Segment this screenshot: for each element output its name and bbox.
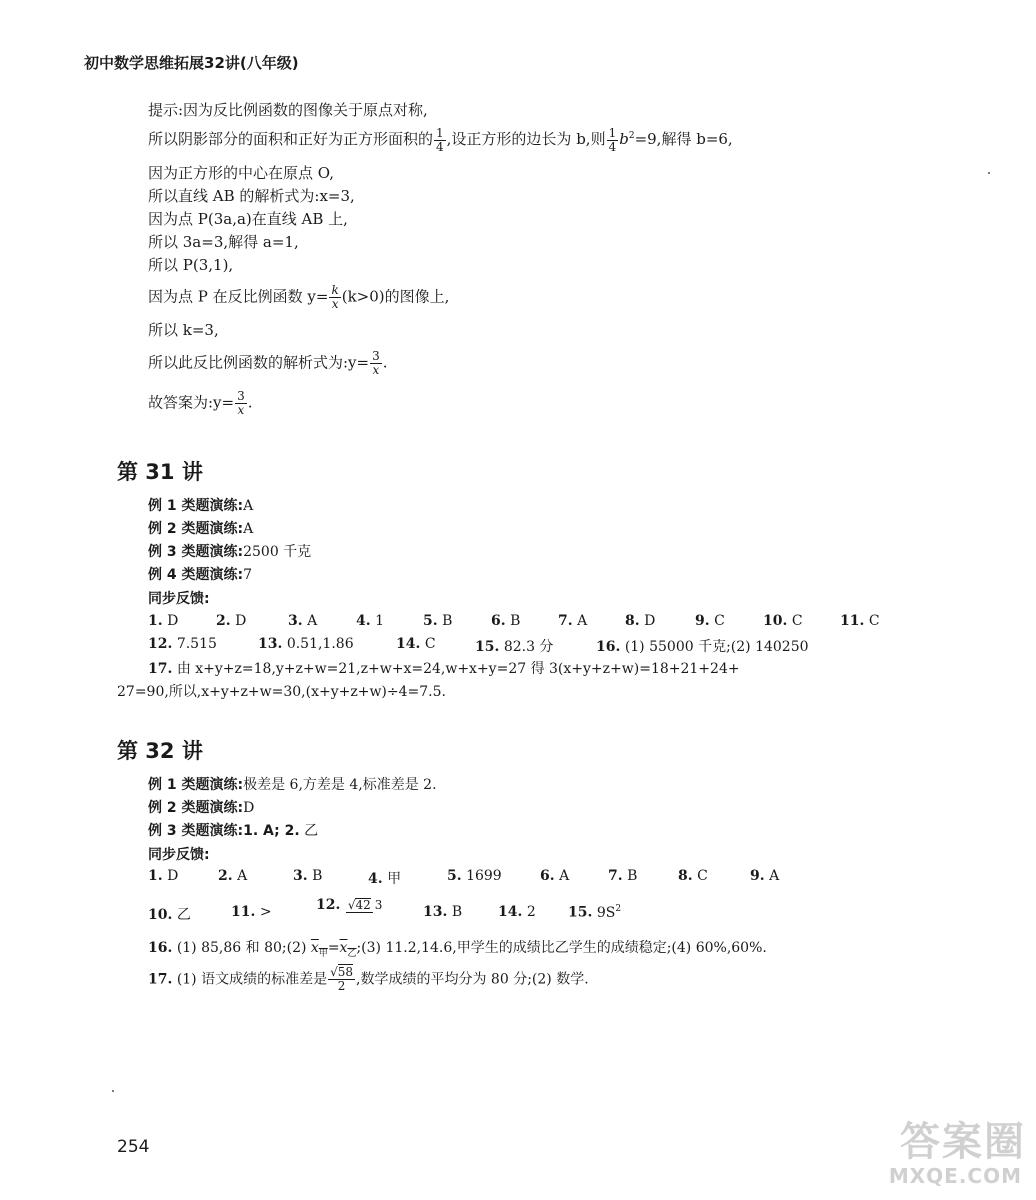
answer-item: 15. 82.3 分 <box>475 639 554 655</box>
scan-speck <box>988 172 990 174</box>
scan-speck <box>112 1090 114 1092</box>
answer-item: 13. 0.51,1.86 <box>258 636 354 652</box>
answer-item: 9. A <box>750 868 780 884</box>
answer-item: 8. D <box>625 613 656 629</box>
answer-item: 14. C <box>396 636 436 652</box>
hint-line-2: 所以阴影部分的面积和正好为正方形面积的 $\frac{1}{4}$ ,设正方形的边长为 b,则 $\frac{1}{4}$ $b^2=9$,解得 b=6, <box>148 125 733 154</box>
hint-line-4: 所以直线 AB 的解析式为:x=3, <box>148 187 355 205</box>
lecture-31-q17-line-1: 17. 由 x+y+z=18,y+z+w=21,z+w+x=24,w+x+y=27 得 3(x+y+z+w)=18+21+24+ <box>148 661 740 677</box>
answer-item: 3. B <box>293 868 323 884</box>
answer-item: 14. 2 <box>498 904 536 920</box>
fraction: $\frac{1}{4}$ <box>436 125 444 154</box>
hint-line-9: 所以 k=3, <box>148 321 219 339</box>
hint-line-3: 因为正方形的中心在原点 O, <box>148 164 334 182</box>
lecture-32-feedback-label: 同步反馈: <box>148 847 210 863</box>
hint-line-1: 提示:因为反比例函数的图像关于原点对称, <box>148 101 428 119</box>
answer-item: 15. $9S^2$ <box>568 904 622 921</box>
answer-item: 4. 1 <box>356 613 384 629</box>
answer-item: 6. B <box>491 613 521 629</box>
lecture-32-q17: 17. (1) 语文成绩的标准差是 $\frac{√58}{2}$ ,数学成绩的平均分为 80 分;(2) 数学. <box>148 965 589 993</box>
answer-item: 5. 1699 <box>447 868 502 884</box>
lecture-32-ex1: 例 1 类题演练:极差是 6,方差是 4,标准差是 2. <box>148 777 437 793</box>
lecture-31-title: 第 31 讲 <box>117 460 203 484</box>
lecture-31-ex2: 例 2 类题演练:A <box>148 521 254 537</box>
hint-line-11: 故答案为:y= $\frac{3}{x}$ . <box>148 389 253 417</box>
hint-line-6: 所以 3a=3,解得 a=1, <box>148 233 299 251</box>
fraction: $\frac{3}{x}$ <box>237 389 245 417</box>
fraction: $\frac{1}{4}$ <box>608 125 617 154</box>
hint-line-8: 因为点 P 在反比例函数 y= $\frac{k}{x}$ (k>0)的图像上, <box>148 283 450 311</box>
lecture-31-feedback-label: 同步反馈: <box>148 591 210 607</box>
answer-item: 10. 乙 <box>148 907 191 923</box>
answer-item: 12. √42 3 <box>316 897 383 913</box>
fraction: $\frac{√58}{2}$ <box>330 965 354 993</box>
answer-item: 11. C <box>840 613 880 629</box>
fraction: $\frac{k}{x}$ <box>331 283 339 311</box>
answer-item: 5. B <box>423 613 453 629</box>
answer-item: 6. A <box>540 868 570 884</box>
watermark-url: MXQE.COM <box>888 1164 1022 1188</box>
fraction: √42 3 <box>347 897 383 912</box>
answer-item: 2. A <box>218 868 248 884</box>
lecture-32-q16: 16. (1) 85,86 和 80;(2) $x_甲=x_乙;(3)$ 11.2,14.6,甲学生的成绩比乙学生的成绩稳定;(4) 60%,60%. <box>148 940 767 959</box>
hint-line-10: 所以此反比例函数的解析式为:y= $\frac{3}{x}$ . <box>148 349 388 377</box>
fraction: $\frac{3}{x}$ <box>372 349 380 377</box>
watermark-logo: 答案圈 <box>900 1119 1026 1165</box>
answer-item: 16. (1) 55000 千克;(2) 140250 <box>596 639 809 655</box>
lecture-32-title: 第 32 讲 <box>117 739 203 763</box>
answer-item: 11. > <box>231 904 272 920</box>
answer-item: 10. C <box>763 613 803 629</box>
answer-item: 9. C <box>695 613 725 629</box>
running-header: 初中数学思维拓展32讲(八年级) <box>84 54 299 72</box>
lecture-31-ex3: 例 3 类题演练:2500 千克 <box>148 544 312 560</box>
answer-item: 7. A <box>558 613 588 629</box>
page-number: 254 <box>117 1137 150 1157</box>
answer-item: 13. B <box>423 904 463 920</box>
answer-item: 7. B <box>608 868 638 884</box>
lecture-31-q17-line-2: 27=90,所以,x+y+z+w=30,(x+y+z+w)÷4=7.5. <box>117 684 446 700</box>
answer-item: 8. C <box>678 868 708 884</box>
answer-item: 2. D <box>216 613 247 629</box>
answer-item: 1. D <box>148 868 179 884</box>
lecture-31-ex1: 例 1 类题演练:A <box>148 498 254 514</box>
lecture-32-ex3: 例 3 类题演练:1. A; 2. 乙 <box>148 823 319 839</box>
hint-line-7: 所以 P(3,1), <box>148 256 234 274</box>
answer-item: 1. D <box>148 613 179 629</box>
lecture-32-ex2: 例 2 类题演练:D <box>148 800 255 816</box>
answer-item: 12. 7.515 <box>148 636 217 652</box>
hint-line-5: 因为点 P(3a,a)在直线 AB 上, <box>148 210 348 228</box>
lecture-31-ex4: 例 4 类题演练:7 <box>148 567 253 583</box>
answer-item: 4. 甲 <box>368 871 402 887</box>
answer-item: 3. A <box>288 613 318 629</box>
